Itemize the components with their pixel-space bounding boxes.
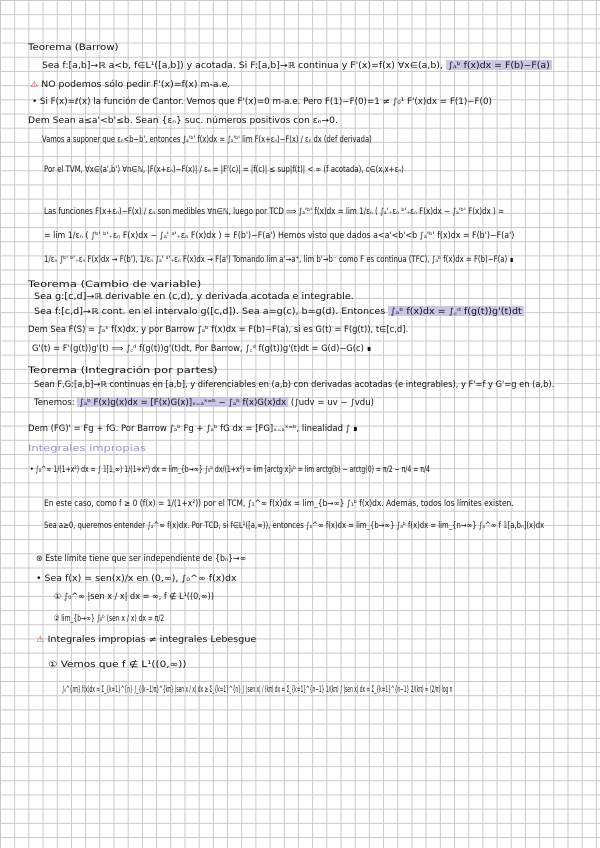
note-line: Sea g:[c,d]→ℝ derivable en (c,d), y derivada acotada e integrable.: [34, 291, 354, 301]
warning-note: ⚠ NO podemos sólo pedir F'(x)=f(x) m-a.e.: [30, 79, 231, 89]
note-line: [30, 79, 230, 90]
note-line: Sea f:[a,b]→ℝ a<b, f∈L¹([a,b]) y acotada. Si F:[a,b]→ℝ continua y F'(x)=f(x) ∀x∈(a,b), ∫ₐᵇ f(x)dx = F(b)−F(a): [42, 60, 552, 71]
note-line: = lim 1/εₙ ( ∫ᵇ' ᵇ'₊εₙ F(x)dx − ∫ₐ' ᵃ'₊εₙ F(x)dx ) = F(b')−F(a') Hemos visto que dados a<a'<b'<b ∫ₐ'ᵇ' f(x)dx = F(b')−F(a'): [44, 230, 515, 240]
highlighted-formula: ∫ₐᵇ f(x)dx = F(b)−F(a): [446, 60, 552, 70]
note-line: • Sea f(x) = sen(x)/x en (0,∞), ∫₀^∞ f(x)dx: [36, 573, 237, 583]
note-line: ⊛ Este límite tiene que ser independiente de {bₙ}→∞: [36, 553, 247, 563]
note-line: G'(t) = F'(g(t))g'(t) ⟹ ∫꜀ᵈ f(g(t))g'(t)dt, Por Barrow, ∫꜀ᵈ f(g(t))g'(t)dt = G(d)−G(c) ∎: [32, 343, 372, 353]
section-heading: Integrales impropias: [28, 443, 146, 454]
note-line: Dem Sea F(S) = ∫ₐˢ f(x)dx, y por Barrow ∫ₐᵇ f(x)dx = F(b)−F(a), si es G(t) = F(g(t)), t∈[c,d].: [28, 324, 409, 334]
note-line: ① ∫₀^∞ |sen x / x| dx = ∞, f ∉ L¹((0,∞)): [54, 591, 215, 601]
note-line: Las funciones F(x+εₙ)−F(x) / εₙ son medibles ∀n∈ℕ, luego por TCD ⟹ ∫ₐ'ᵇ' f(x)dx = lim 1/εₙ ( ∫ₐ'₊εₙ ᵇ'₊εₙ F(x)dx − ∫ₐ'ᵇ' F(x)dx ) =: [44, 206, 505, 216]
note-line: ① Vemos que f ∉ L¹((0,∞)): [48, 659, 187, 669]
note-line: En este caso, como f ≥ 0 (f(x) = 1/(1+x²)) por el TCM, ∫₁^∞ f(x)dx = lim_{b→∞} ∫₁ᵇ f(x)dx. Además, todos los límites existen.: [44, 498, 514, 508]
note-line: Sea f:[c,d]→ℝ cont. en el intervalo g([c,d]). Sea a=g(c), b=g(d). Entonces ∫ₐᵇ f(x)dx = ∫꜀ᵈ f(g(t))g'(t)dt: [34, 306, 524, 317]
highlighted-formula: ∫ₐᵇ F(x)g(x)dx = [F(x)G(x)]ₓ₌ₐˣ⁼ᵇ − ∫ₐᵇ f(x)G(x)dx: [77, 397, 288, 407]
theorem-heading: Teorema (Barrow): [28, 42, 119, 53]
theorem-heading: Teorema (Cambio de variable): [28, 279, 202, 290]
note-line: 1/εₙ ∫ᵇ' ᵇ'₊εₙ F(x)dx → F(b'), 1/εₙ ∫ₐ' ᵃ'₊εₙ F(x)dx → F(a') Tomando lim a'→a⁺, lim b'→b⁻ como F es continua (TFC), ∫ₐᵇ f(x)dx = F(b)−F(a) ∎: [44, 254, 514, 264]
highlighted-formula: ∫ₐᵇ f(x)dx = ∫꜀ᵈ f(g(t))g'(t)dt: [388, 306, 524, 316]
note-line: Sean F,G:[a,b]→ℝ continuas en [a,b], y diferenciables en (a,b) con derivadas acotadas (e integrables), y F'=f y G'=g en (a,b).: [34, 379, 555, 389]
note-line: ② lim_{b→∞} ∫₀ᵇ (sen x / x) dx = π/2: [54, 613, 165, 623]
warning-note: ⚠ Integrales impropias ≠ integrales Lebesgue: [36, 634, 257, 644]
note-line: Sea a≥0, queremos entender ∫ₐ^∞ f(x)dx. Por TCD, si f∈L¹([a,∞)), entonces ∫ₐ^∞ f(x)dx = lim_{b→∞} ∫ₐᵇ f(x)dx = lim_{n→∞} ∫ₐ^∞ f 𝟙[a,bₙ](x)dx: [44, 520, 545, 530]
note-line: • ∫₀^∞ 1/(1+x²) dx = ∫ 𝟙[1,∞) 1/(1+x²) dx = lim_{b→∞} ∫₀ᵇ dx/(1+x²) = lim [arctg x]₀ᵇ = lim arctg(b) − arctg(0) = π/2 − π/4 = π/4: [30, 464, 430, 474]
note-line: Vamos a suponer que εₙ<b−b', entonces ∫ₐ'ᵇ' f(x)dx = ∫ₐ'ᵇ' lim F(x+εₙ)−F(x) / εₙ dx (def derivada): [42, 134, 372, 144]
note-line: ∫₀^{nπ} f(x)dx = Σ_{k=1}^{n} ∫_{(k−1)π}^{kπ} |sen x / x| dx ≥ Σ_{k=1}^{n} ∫ |sen x| / (kπ) dx = Σ_{k=1}^{n−1} 1/(kπ) ∫ |sen x| dx = Σ_{k=1}^{n−1} 2/(kπ) ≈ (2/π) log n: [62, 684, 453, 694]
note-line: [36, 634, 256, 645]
theorem-heading: Teorema (Integración por partes): [28, 365, 218, 376]
note-line: • Si F(x)=ℓ(x) la función de Cantor. Vemos que F'(x)=0 m-a.e. Pero F(1)−F(0)=1 ≠ ∫₀¹ F'(x)dx = F(1)−F(0): [32, 96, 492, 106]
note-line: Tenemos: ∫ₐᵇ F(x)g(x)dx = [F(x)G(x)]ₓ₌ₐˣ⁼ᵇ − ∫ₐᵇ f(x)G(x)dx (∫udv = uv − ∫vdu): [34, 397, 374, 407]
note-line: Dem Sean a≤a'<b'≤b. Sean {εₙ} suc. números positivos con εₙ→0.: [28, 115, 338, 125]
note-line: Por el TVM, ∀x∈(a',b') ∀n∈ℕ, |F(x+εₙ)−F(x)| / εₙ = |F'(c)| = |f(c)| ≤ sup|f(t)| < ∞ (f acotada), c∈(x,x+εₙ): [44, 164, 404, 174]
note-line: Dem (FG)' = Fg + fG. Por Barrow ∫ₐᵇ Fg + ∫ₐᵇ fG dx = [FG]ₓ₌ₐˣ⁼ᵇ, linealidad ∫ ∎: [28, 423, 359, 433]
